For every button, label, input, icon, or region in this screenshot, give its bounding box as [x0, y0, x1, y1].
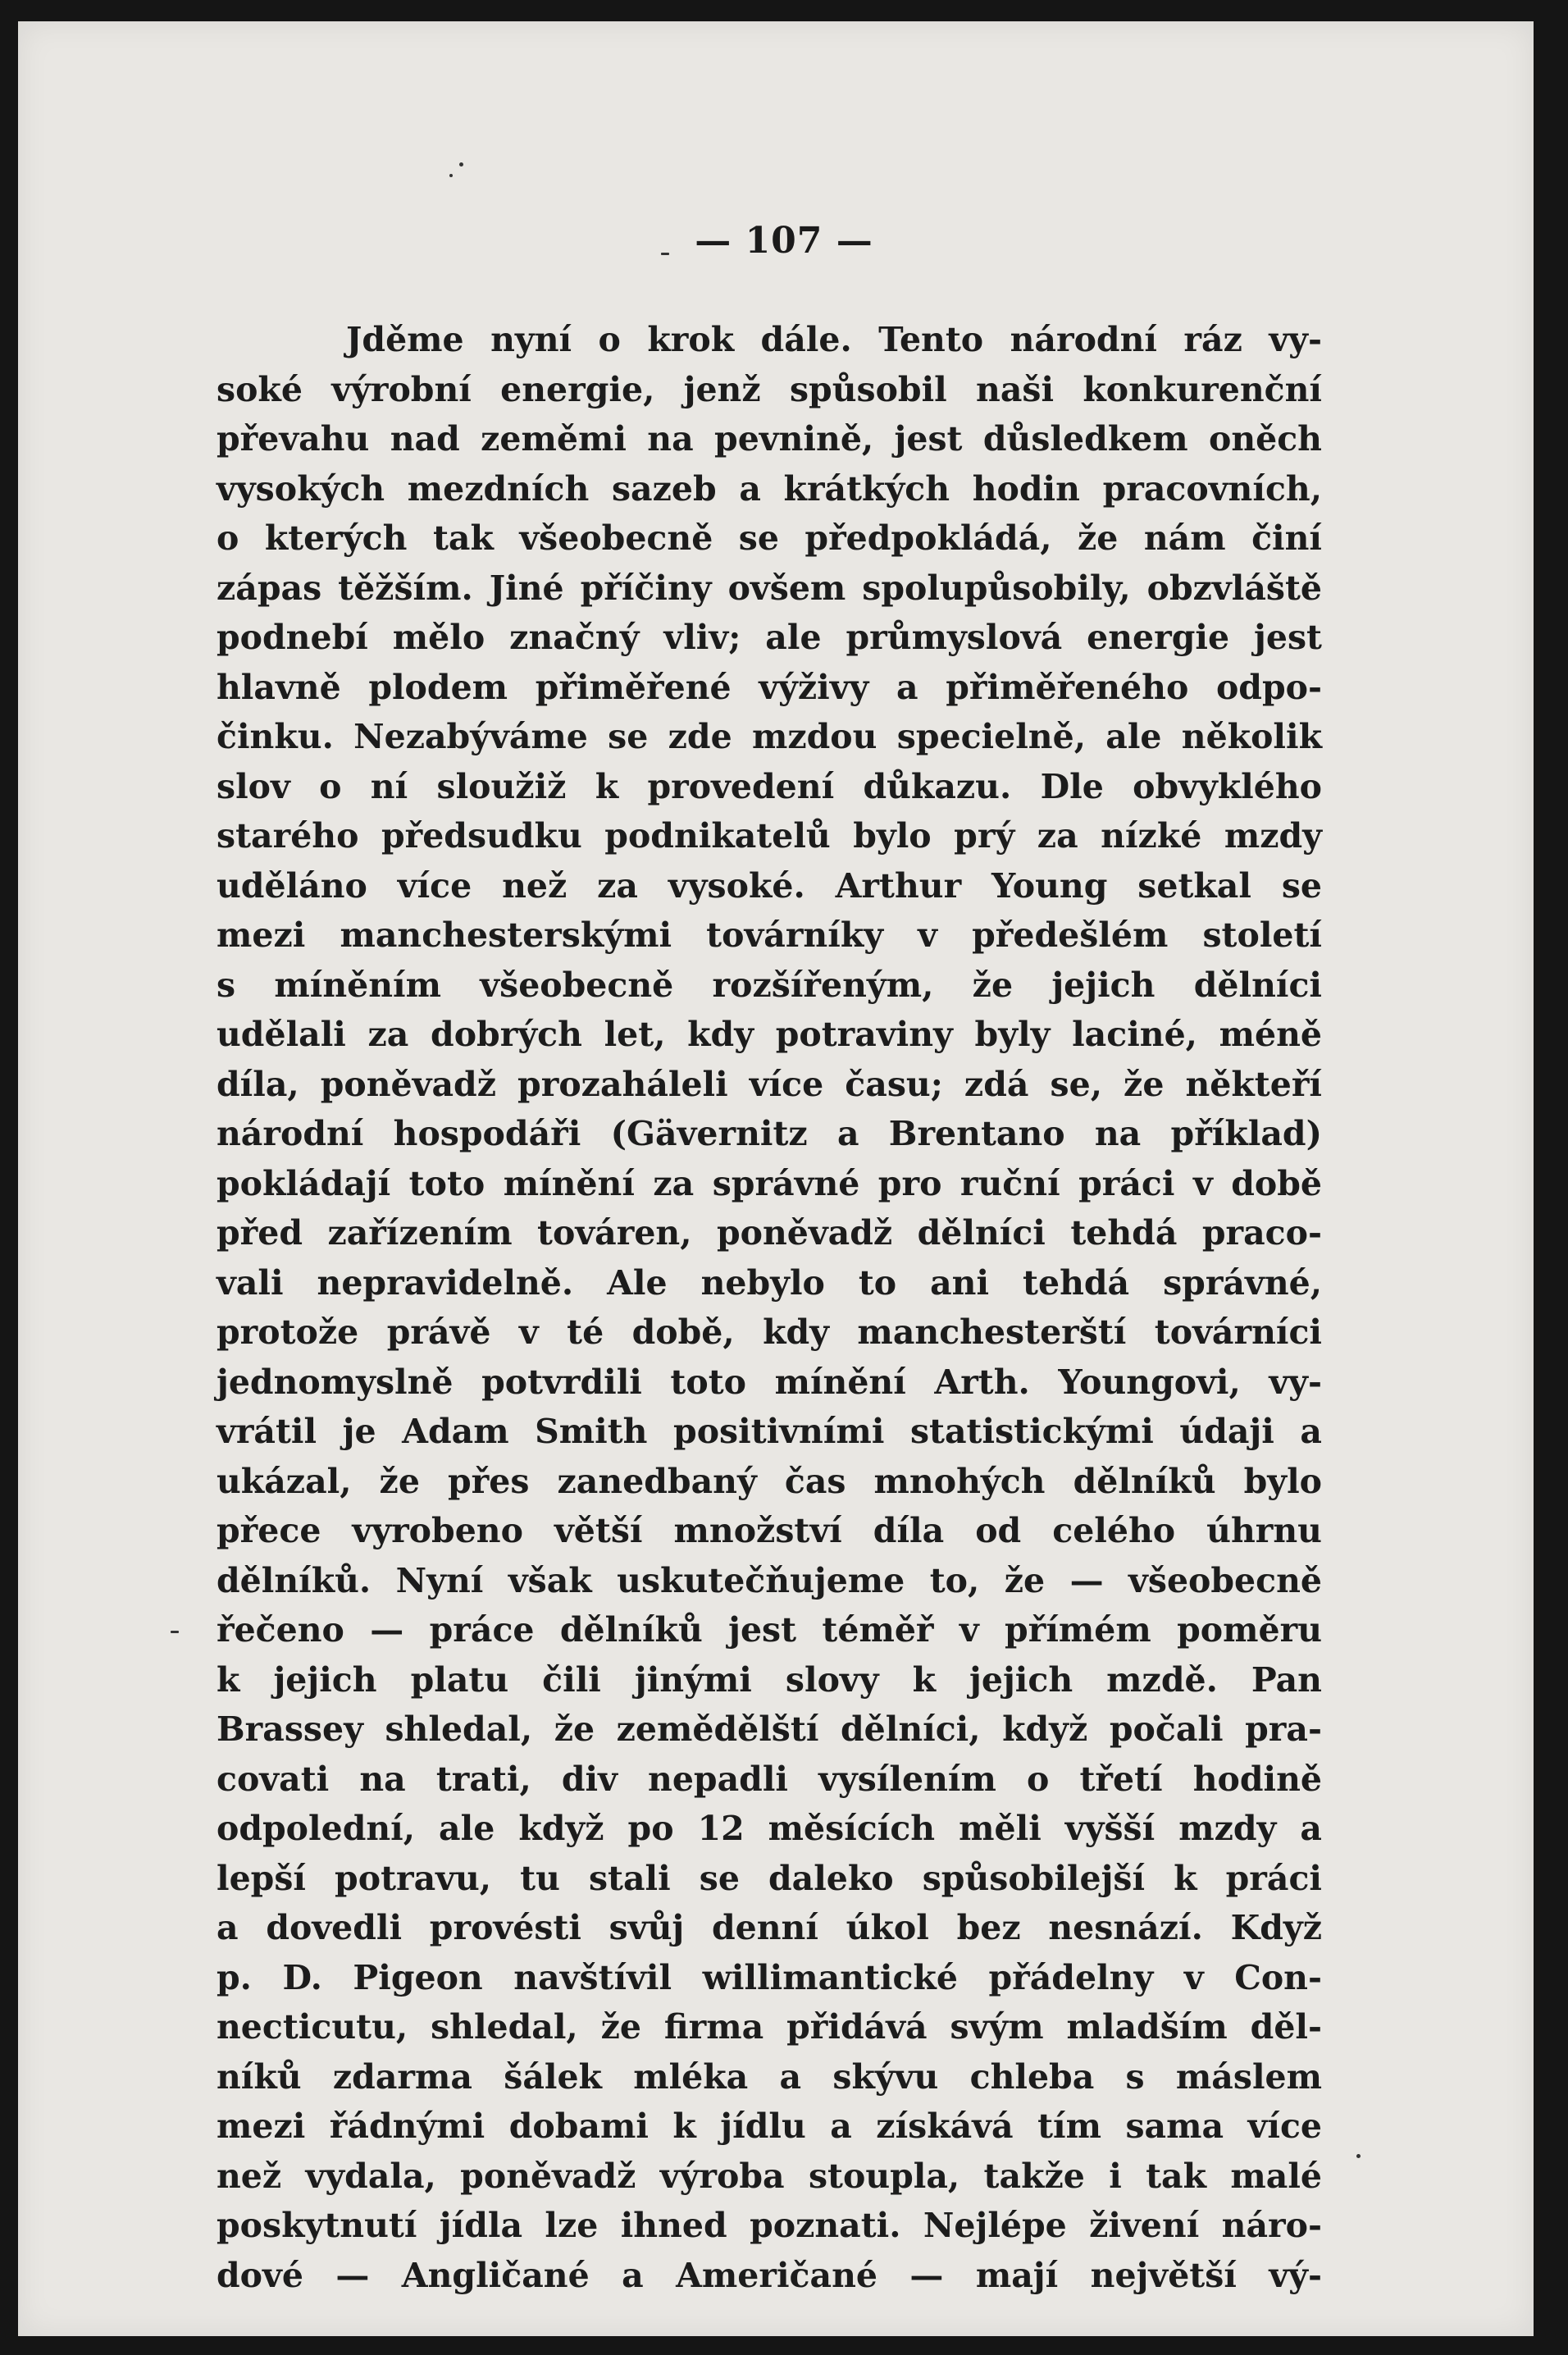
ink-speck	[1356, 2154, 1361, 2158]
text-line: pokládají toto mínění za správné pro ruční práci v době	[217, 1163, 1322, 1203]
text-line: vali nepravidelně. Ale nebylo to ani tehdá správné,	[217, 1262, 1322, 1303]
text-line: dělníků. Nyní však uskutečňujeme to, že — všeobecně	[217, 1560, 1322, 1600]
text-line: podnebí mělo značný vliv; ale průmyslová energie jest	[217, 618, 1322, 657]
text-line: mezi manchesterskými továrníky v předešlém století	[217, 915, 1322, 955]
text-line: necticutu, shledal, že firma přidává svým mladším děl-	[217, 2007, 1322, 2047]
text-line: zápas těžším. Jiné příčiny ovšem spolupůsobily, obzvláště	[217, 568, 1322, 608]
text-line: poskytnutí jídla lze ihned poznati. Nejlépe živení náro-	[217, 2206, 1322, 2245]
text-line: činku. Nezabýváme se zde mzdou specielně, ale několik	[217, 717, 1322, 756]
text-line: převahu nad zeměmi na pevnině, jest důsledkem oněch	[217, 419, 1322, 459]
text-line: níků zdarma šálek mléka a skývu chleba s máslem	[217, 2056, 1322, 2097]
ink-speck	[449, 174, 453, 177]
text-line: národní hospodáři (Gävernitz a Brentano na příklad)	[217, 1114, 1322, 1153]
text-line: Brassey shledal, že zemědělští dělníci, když počali pra-	[217, 1709, 1322, 1749]
ink-speck	[459, 162, 463, 167]
text-line: soké výrobní energie, jenž spůsobil naši konkurenční	[217, 369, 1322, 409]
text-line: o kterých tak všeobecně se předpokládá, že nám činí	[217, 518, 1322, 558]
text-line: odpolední, ale když po 12 měsících měli vyšší mzdy a	[217, 1809, 1322, 1848]
body-text	[217, 315, 1322, 2300]
text-line: s míněním všeobecně rozšířeným, že jejich dělníci	[217, 965, 1322, 1005]
text-line: ukázal, že přes zanedbaný čas mnohých dělníků bylo	[217, 1461, 1322, 1501]
text-line: hlavně plodem přiměřené výživy a přiměřeného odpo-	[217, 667, 1322, 707]
text-line: a dovedli provésti svůj denní úkol bez nesnází. Když	[217, 1908, 1322, 1947]
text-line: než vydala, poněvadž výroba stoupla, takže i tak malé	[217, 2156, 1322, 2196]
text-line: protože právě v té době, kdy manchesterští továrníci	[217, 1312, 1322, 1352]
text-line: před zařízením továren, poněvadž dělníci tehdá praco-	[217, 1213, 1322, 1253]
text-line: uděláno více než za vysoké. Arthur Young setkal se	[217, 865, 1322, 906]
text-line: řečeno — práce dělníků jest téměř v přímém poměru	[217, 1610, 1322, 1650]
text-line: mezi řádnými dobami k jídlu a získává tím sama více	[217, 2106, 1322, 2146]
text-line: jednomyslně potvrdili toto mínění Arth. Youngovi, vy-	[217, 1362, 1322, 1402]
text-line: dové — Angličané a Američané — mají největší vý-	[217, 2255, 1322, 2295]
text-line: vrátil je Adam Smith positivními statistickými údaji a	[217, 1412, 1322, 1451]
page-number: — 107 —	[695, 220, 873, 262]
text-line: Jděme nyní o krok dále. Tento národní ráz vy-	[346, 320, 1322, 359]
text-line: p. D. Pigeon navštívil willimantické přádelny v Con-	[217, 1957, 1322, 1997]
text-line: přece vyrobeno větší množství díla od celého úhrnu	[217, 1511, 1322, 1550]
text-line: díla, poněvadž prozaháleli více času; zdá se, že někteří	[217, 1064, 1322, 1104]
text-line: k jejich platu čili jinými slovy k jejich mzdě. Pan	[217, 1659, 1322, 1700]
text-line: covati na trati, div nepadli vysílením o třetí hodině	[217, 1759, 1322, 1799]
text-line: slov o ní sloužiž k provedení důkazu. Dle obvyklého	[217, 766, 1322, 806]
text-line: starého předsudku podnikatelů bylo prý za nízké mzdy	[217, 816, 1322, 856]
ink-speck	[171, 1631, 179, 1633]
text-line: udělali za dobrých let, kdy potraviny byly laciné, méně	[217, 1015, 1322, 1054]
text-line: lepší potravu, tu stali se daleko spůsobilejší k práci	[217, 1858, 1322, 1898]
text-line: vysokých mezdních sazeb a krátkých hodin pracovních,	[217, 468, 1322, 509]
